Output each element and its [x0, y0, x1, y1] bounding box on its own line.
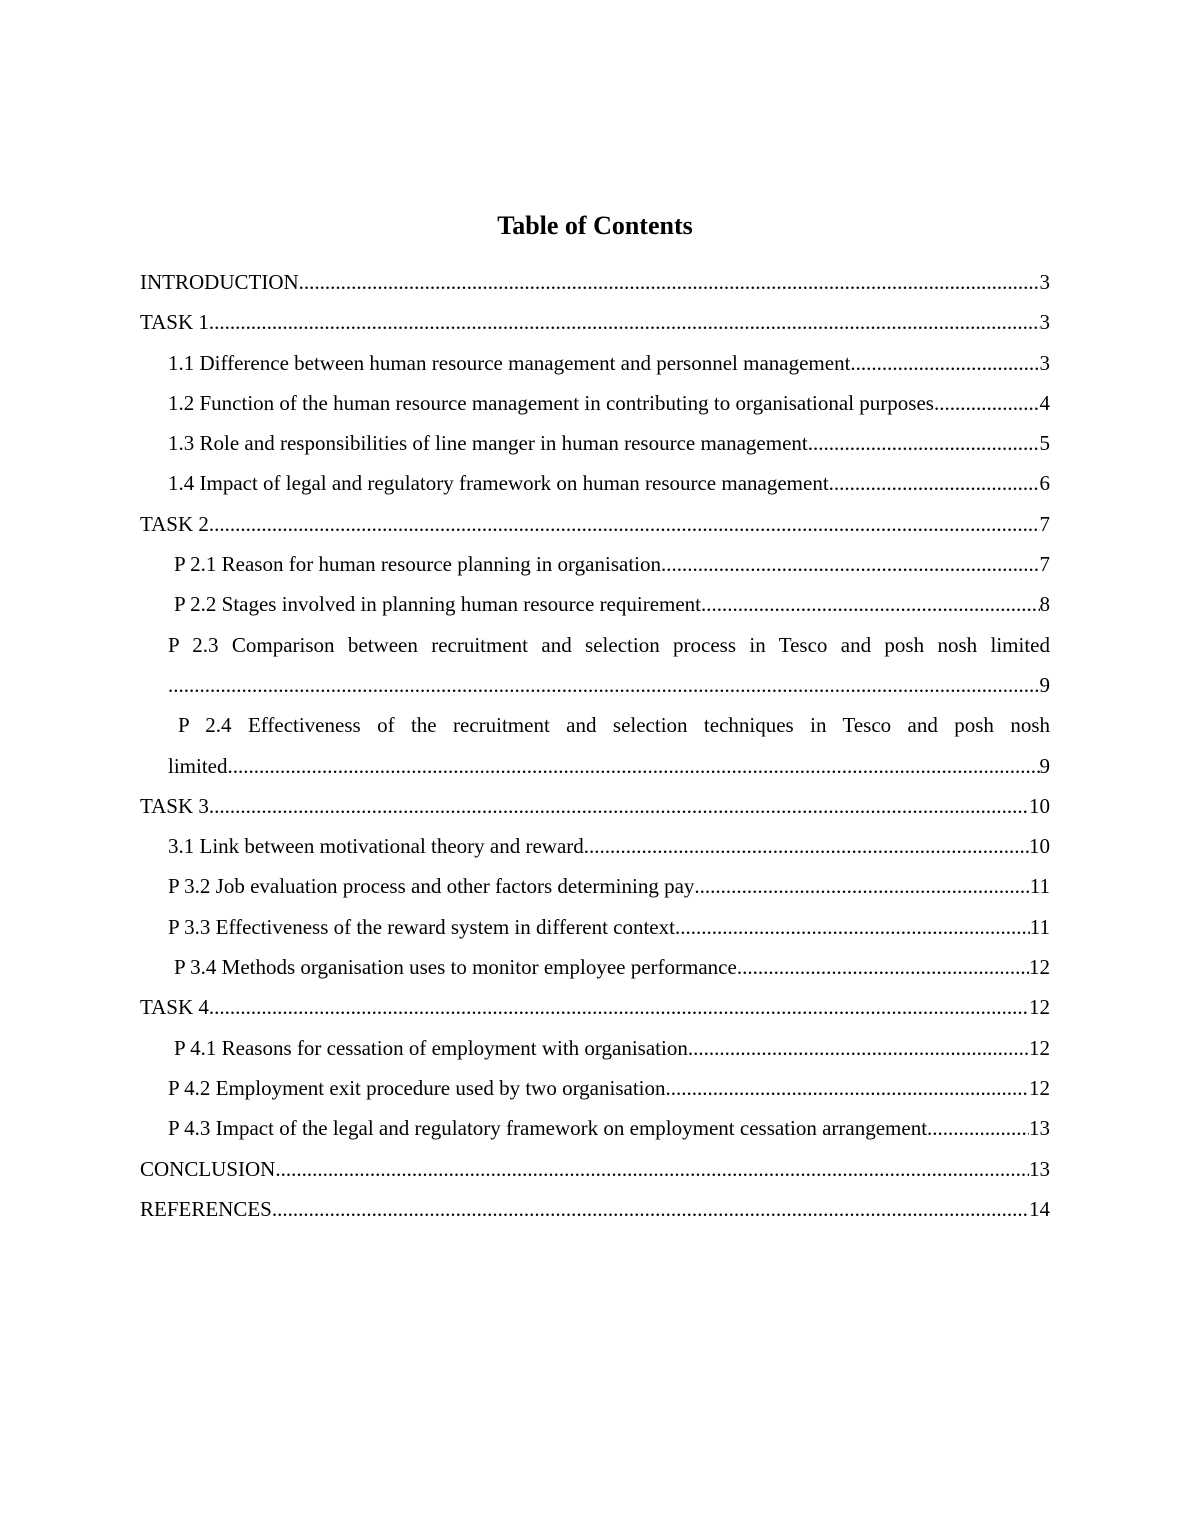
- toc-leader-dots: [209, 786, 1029, 826]
- toc-entry-text: TASK 3: [140, 793, 209, 818]
- toc-leader-dots: [209, 504, 1040, 544]
- toc-page-number: 10: [1029, 834, 1050, 859]
- toc-leader-dots: [228, 746, 1040, 786]
- toc-page-number: 5: [1039, 431, 1050, 456]
- toc-entry-text: INTRODUCTION: [140, 270, 299, 294]
- toc-page-number: 12: [1029, 1035, 1050, 1060]
- toc-page-number: 4: [1039, 390, 1050, 415]
- toc-leader-dots: [850, 343, 1039, 383]
- toc-page-number: 11: [1029, 874, 1050, 899]
- toc-entry-text: 1.3 Role and responsibilities of line manger in human resource management: [168, 431, 808, 456]
- toc-entry-text: 1.2 Function of the human resource management in contributing to organisational purposes: [168, 390, 934, 415]
- toc-entry-task-3[interactable]: [140, 786, 1050, 826]
- toc-page-number: 9: [1039, 672, 1050, 697]
- toc-entry-p4-3[interactable]: [168, 1108, 1050, 1148]
- toc-title: Table of Contents: [497, 211, 693, 240]
- toc-entry-text: P 4.3 Impact of the legal and regulatory framework on employment cessation arrangement: [168, 1116, 928, 1141]
- toc-leader-dots: [299, 262, 1040, 302]
- toc-page-number: 11: [1029, 914, 1050, 939]
- toc-entry-references[interactable]: [140, 1189, 1050, 1229]
- toc-entry-1-2[interactable]: [168, 383, 1050, 423]
- toc-entry-p4-1[interactable]: [174, 1028, 1050, 1068]
- toc-entry-1-1[interactable]: [168, 343, 1050, 383]
- toc-entry-p2-2[interactable]: [174, 584, 1050, 624]
- toc-entry-p2-3[interactable]: [168, 625, 1050, 706]
- toc-leader-dots: [688, 1028, 1029, 1068]
- toc-page-number: 13: [1029, 1116, 1050, 1141]
- toc-list: [140, 262, 1050, 1229]
- toc-leader-dots: [737, 947, 1029, 987]
- toc-leader-dots: [209, 987, 1029, 1027]
- toc-page-number: 10: [1029, 793, 1050, 818]
- toc-page-number: 3: [1039, 350, 1050, 375]
- toc-page-number: 7: [1039, 552, 1050, 577]
- toc-page-number: 12: [1029, 955, 1050, 980]
- toc-entry-text: P 2.3 Comparison between recruitment and selection process in Tesco and posh nosh limited: [168, 632, 1050, 657]
- toc-entry-text: 1.1 Difference between human resource management and personnel management: [168, 350, 851, 375]
- toc-leader-dots: [168, 665, 1040, 705]
- toc-entry-text: P 2.1 Reason for human resource planning in organisation: [174, 552, 661, 577]
- toc-entry-1-3[interactable]: [168, 423, 1050, 463]
- toc-leader-dots: [934, 383, 1040, 423]
- toc-entry-1-4[interactable]: [168, 463, 1050, 503]
- toc-page-number: 9: [1039, 753, 1050, 778]
- toc-entry-introduction[interactable]: [140, 262, 1050, 302]
- toc-leader-dots: [661, 544, 1040, 584]
- toc-page-number: 3: [1039, 270, 1050, 294]
- toc-entry-text: TASK 1: [140, 310, 209, 335]
- toc-entry-task-1[interactable]: [140, 302, 1050, 342]
- toc-leader-dots: [829, 463, 1040, 503]
- toc-leader-dots: [209, 302, 1040, 342]
- toc-entry-text: TASK 2: [140, 511, 209, 536]
- toc-entry-text-continued: limited: [168, 753, 228, 778]
- toc-entry-text: 1.4 Impact of legal and regulatory framework on human resource management: [168, 471, 829, 496]
- toc-entry-p3-3[interactable]: [168, 907, 1050, 947]
- toc-leader-dots: [584, 826, 1029, 866]
- toc-entry-text: REFERENCES: [140, 1196, 272, 1221]
- toc-page-number: 12: [1029, 995, 1050, 1020]
- toc-entry-text: P 4.1 Reasons for cessation of employment with organisation: [174, 1035, 688, 1060]
- toc-entry-task-4[interactable]: [140, 987, 1050, 1027]
- toc-page-number: 3: [1039, 310, 1050, 335]
- toc-entry-text: P 4.2 Employment exit procedure used by two organisation: [168, 1075, 666, 1100]
- toc-entry-text: 3.1 Link between motivational theory and reward: [168, 834, 584, 859]
- toc-leader-dots: [927, 1108, 1029, 1148]
- toc-entry-text: P 3.4 Methods organisation uses to monitor employee performance: [174, 955, 737, 980]
- toc-entry-text: P 3.3 Effectiveness of the reward system in different context: [168, 914, 675, 939]
- toc-page-number: 12: [1029, 1075, 1050, 1100]
- toc-entry-p3-4[interactable]: [174, 947, 1050, 987]
- toc-entry-conclusion[interactable]: [140, 1149, 1050, 1189]
- toc-entry-text: CONCLUSION: [140, 1156, 276, 1181]
- toc-leader-dots: [694, 866, 1029, 906]
- toc-entry-3-1[interactable]: [168, 826, 1050, 866]
- toc-leader-dots: [666, 1068, 1030, 1108]
- toc-leader-dots: [808, 423, 1040, 463]
- toc-entry-p2-4[interactable]: [168, 705, 1050, 786]
- toc-page-number: 8: [1039, 592, 1050, 617]
- toc-page-number: 14: [1029, 1196, 1050, 1221]
- toc-page-number: 6: [1039, 471, 1050, 496]
- toc-leader-dots: [275, 1149, 1029, 1189]
- toc-leader-dots: [272, 1189, 1029, 1229]
- toc-page-number: 7: [1039, 511, 1050, 536]
- toc-entry-text: P 3.2 Job evaluation process and other factors determining pay: [168, 874, 695, 899]
- toc-leader-dots: [675, 907, 1030, 947]
- toc-leader-dots: [701, 584, 1039, 624]
- toc-entry-task-2[interactable]: [140, 504, 1050, 544]
- toc-page-number: 13: [1029, 1156, 1050, 1181]
- toc-entry-text: TASK 4: [140, 995, 209, 1020]
- toc-entry-text: P 2.4 Effectiveness of the recruitment and selection techniques in Tesco and posh nosh: [178, 713, 1050, 738]
- toc-entry-p4-2[interactable]: [168, 1068, 1050, 1108]
- toc-entry-text: P 2.2 Stages involved in planning human resource requirement: [174, 592, 702, 617]
- toc-entry-p3-2[interactable]: [168, 866, 1050, 906]
- toc-entry-p2-1[interactable]: [174, 544, 1050, 584]
